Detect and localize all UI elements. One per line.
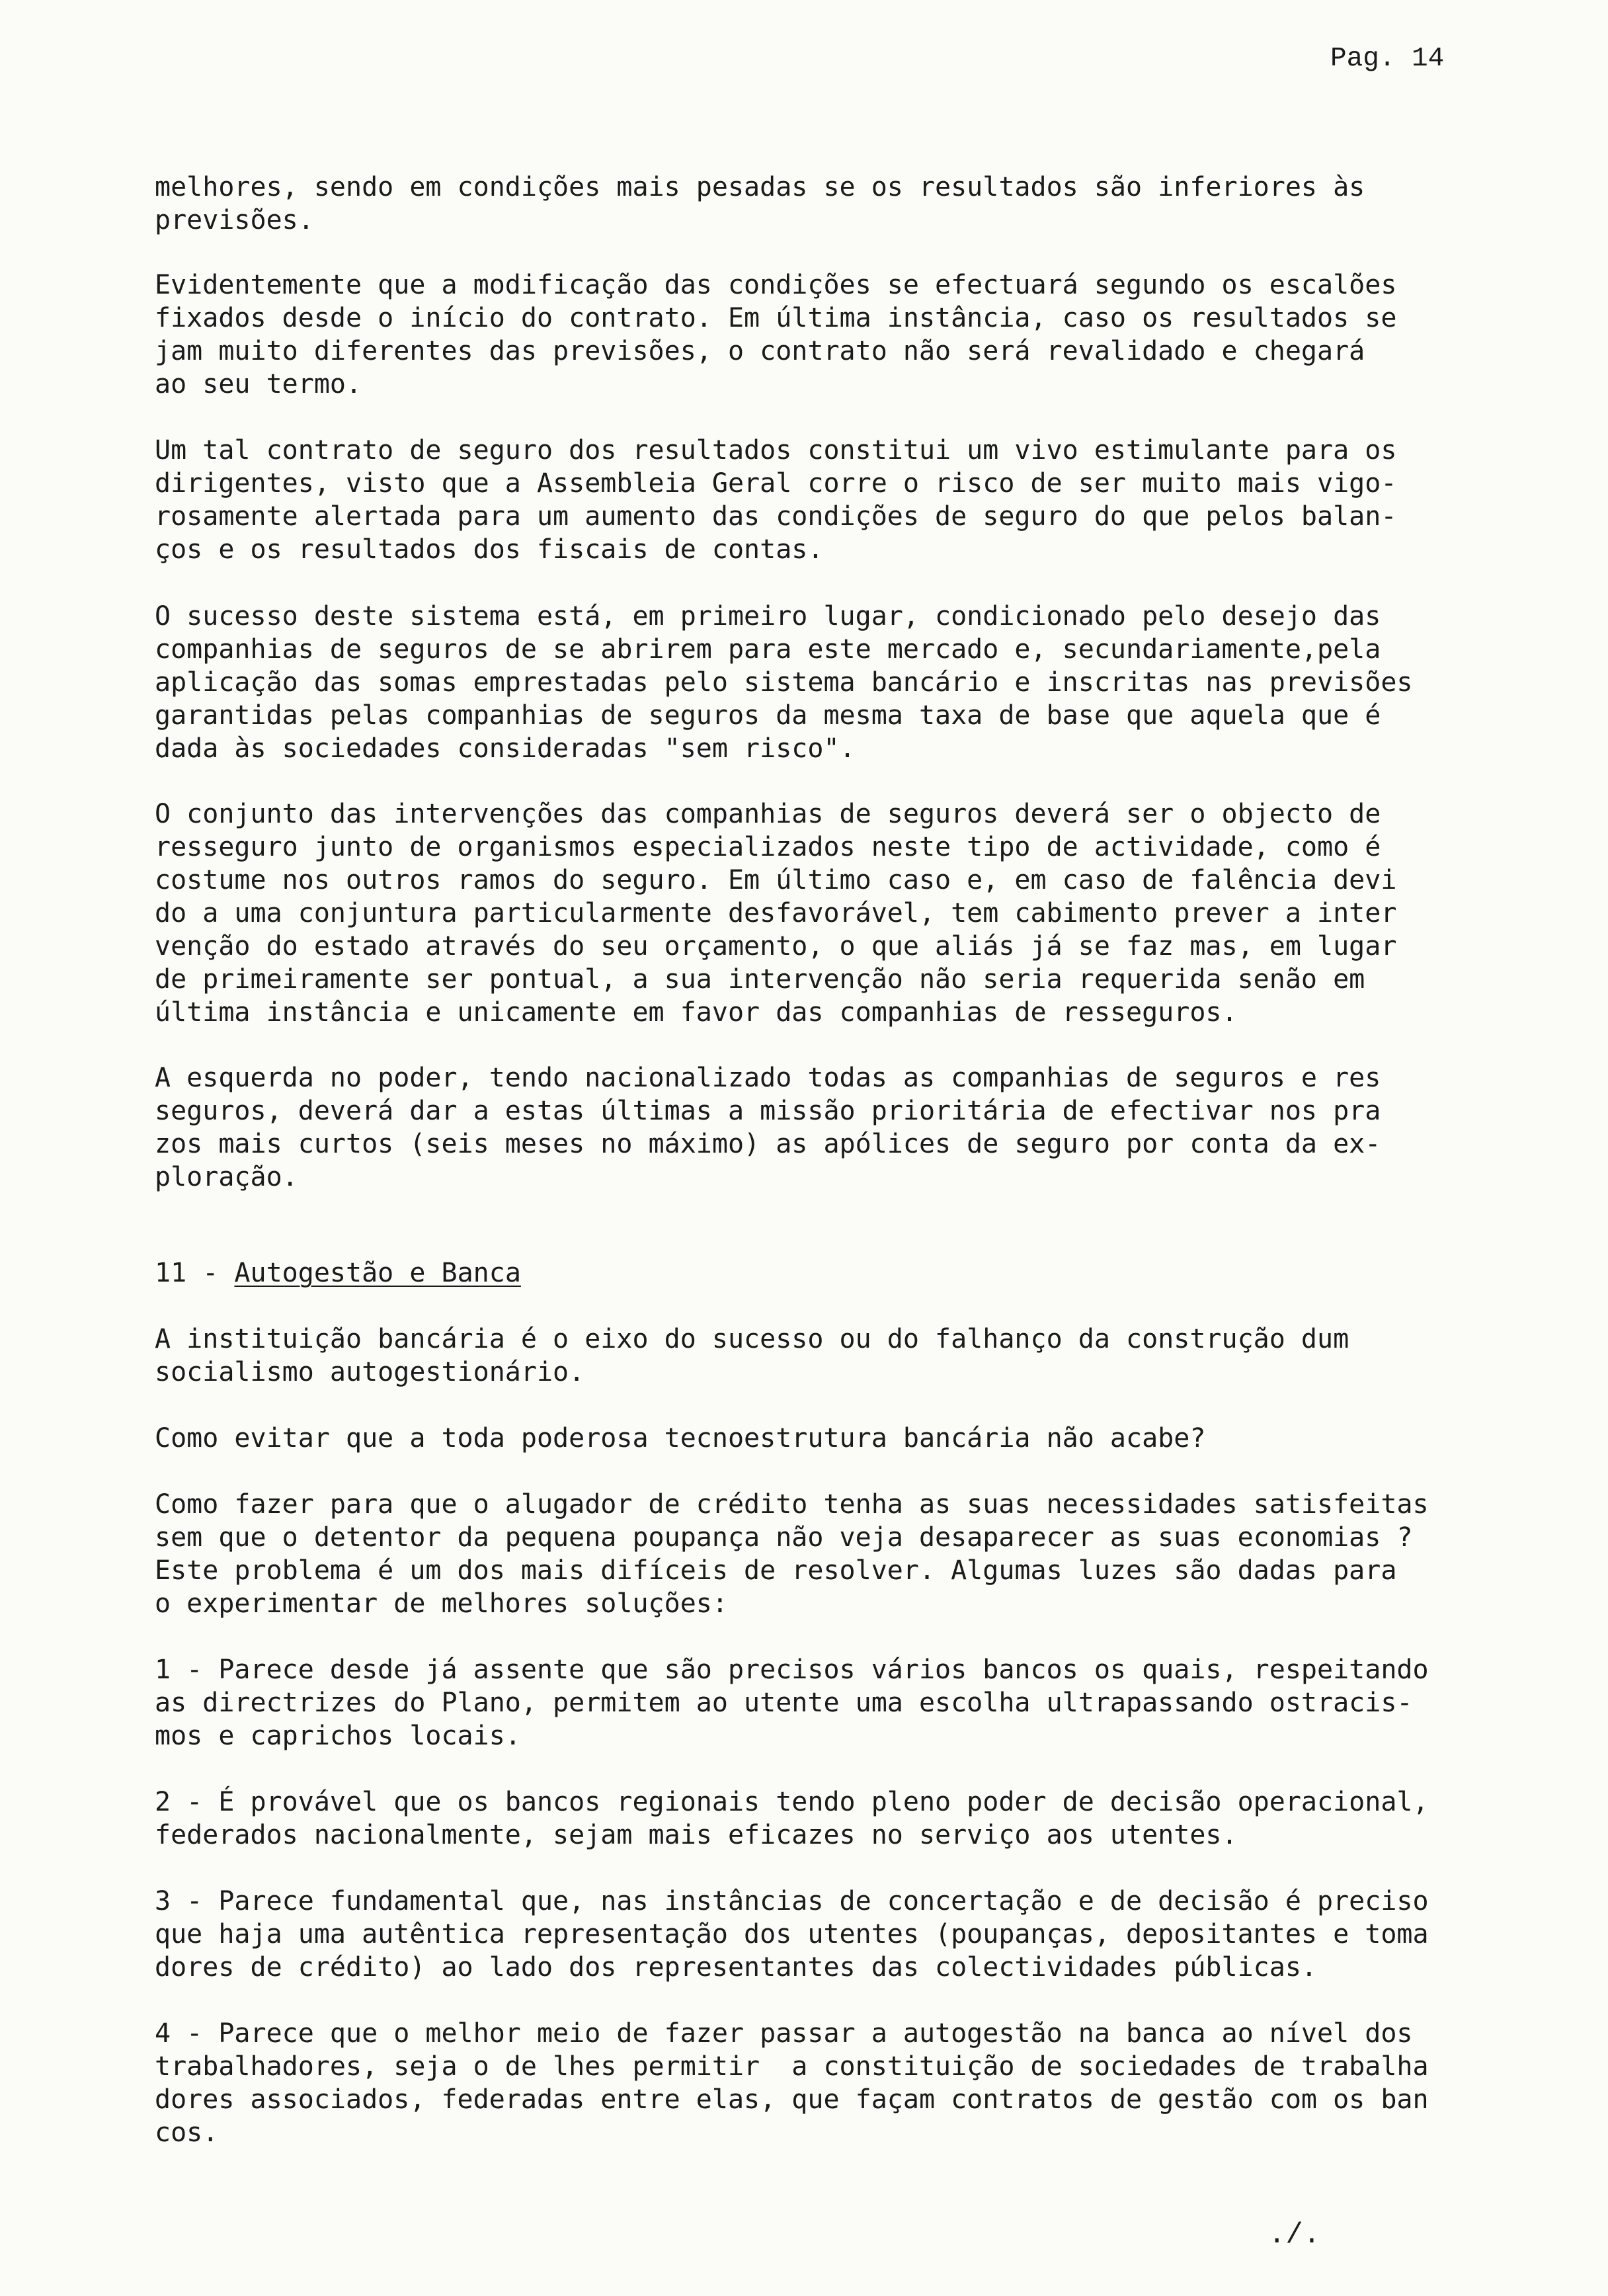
text-line: A instituição bancária é o eixo do sucesso ou do falhanço da construção dum (155, 1324, 1349, 1354)
text-line: federados nacionalmente, sejam mais eficazes no serviço aos utentes. (155, 1820, 1238, 1850)
section-heading (155, 1256, 521, 1290)
text-line: sem que o detentor da pequena poupança não veja desaparecer as suas economias ? (155, 1522, 1413, 1553)
text-line: que haja uma autêntica representação dos utentes (poupanças, depositantes e toma (155, 1919, 1429, 1949)
text-line: companhias de seguros de se abrirem para este mercado e, secundariamente,pela (155, 634, 1381, 665)
text-line: dores de crédito) ao lado dos representantes das colectividades públicas. (155, 1952, 1317, 1983)
text-line: melhores, sendo em condições mais pesadas se os resultados são inferiores às (155, 172, 1365, 202)
section-paragraph-3 (155, 1488, 1429, 1620)
section-title: Autogestão e Banca (234, 1258, 521, 1288)
text-line: Um tal contrato de seguro dos resultados constitui um vivo estimulante para os (155, 435, 1397, 466)
text-line: o experimentar de melhores soluções: (155, 1588, 728, 1619)
paragraph-3 (155, 434, 1396, 566)
list-item-2 (155, 1785, 1429, 1852)
text-line: jam muito diferentes das previsões, o contrato não será revalidado e chegará (155, 336, 1365, 366)
text-line: garantidas pelas companhias de seguros da mesma taxa de base que aquela que é (155, 700, 1381, 731)
section-paragraph-2 (155, 1422, 1205, 1455)
text-line: O sucesso deste sistema está, em primeiro lugar, condicionado pelo desejo das (155, 601, 1381, 632)
text-line: costume nos outros ramos do seguro. Em último caso e, em caso de falência devi (155, 865, 1397, 895)
text-line: ploração. (155, 1162, 298, 1192)
text-line: O conjunto das intervenções das companhias de seguros deverá ser o objecto de (155, 799, 1381, 829)
paragraph-1 (155, 171, 1365, 237)
text-line: dada às sociedades consideradas "sem risco". (155, 733, 856, 764)
text-line: de primeiramente ser pontual, a sua intervenção não seria requerida senão em (155, 964, 1365, 995)
text-line: do a uma conjuntura particularmente desfavorável, tem cabimento prever a inter (155, 898, 1397, 928)
text-line: 3 - Parece fundamental que, nas instâncias de concertação e de decisão é preciso (155, 1886, 1429, 1916)
paragraph-2 (155, 268, 1396, 401)
text-line: previsões. (155, 205, 314, 235)
text-line: Como fazer para que o alugador de crédito tenha as suas necessidades satisfeitas (155, 1489, 1429, 1520)
text-line: Evidentemente que a modificação das condições se efectuará segundo os escalões (155, 270, 1397, 300)
text-line: rosamente alertada para um aumento das condições de seguro do que pelos balan- (155, 501, 1397, 532)
text-line: 4 - Parece que o melhor meio de fazer passar a autogestão na banca ao nível dos (155, 2018, 1413, 2049)
continuation-mark: ./. (1268, 2219, 1321, 2252)
text-line: ao seu termo. (155, 369, 362, 399)
paragraph-5 (155, 798, 1396, 1029)
text-line: resseguro junto de organismos especializados neste tipo de actividade, como é (155, 832, 1381, 862)
text-line: 2 - É provável que os bancos regionais tendo pleno poder de decisão operacional, (155, 1787, 1429, 1817)
text-line: Como evitar que a toda poderosa tecnoestrutura bancária não acabe? (155, 1423, 1206, 1454)
paragraph-4 (155, 600, 1412, 765)
list-item-3 (155, 1885, 1429, 1984)
text-line: as directrizes do Plano, permitem ao utente uma escolha ultrapassando ostracis- (155, 1688, 1413, 1718)
text-line: 1 - Parece desde já assente que são precisos vários bancos os quais, respeitando (155, 1655, 1429, 1685)
paragraph-6 (155, 1061, 1381, 1194)
list-item-4 (155, 2017, 1429, 2149)
text-line: A esquerda no poder, tendo nacionalizado todas as companhias de seguros e res (155, 1063, 1381, 1093)
section-number: 11 - (155, 1258, 235, 1288)
page-number: Pag. 14 (1330, 44, 1445, 74)
text-line: ços e os resultados dos fiscais de contas. (155, 534, 824, 565)
section-paragraph-1 (155, 1323, 1349, 1389)
text-line: fixados desde o início do contrato. Em última instância, caso os resultados se (155, 303, 1397, 333)
text-line: cos. (155, 2117, 219, 2148)
text-line: aplicação das somas emprestadas pelo sistema bancário e inscritas nas previsões (155, 667, 1413, 698)
text-line: seguros, deverá dar a estas últimas a missão prioritária de efectivar nos pra (155, 1096, 1381, 1126)
text-line: dirigentes, visto que a Assembleia Geral corre o risco de ser muito mais vigo- (155, 468, 1397, 499)
text-line: dores associados, federadas entre elas, que façam contratos de gestão com os ban (155, 2084, 1429, 2115)
text-line: trabalhadores, seja o de lhes permitir a constituição de sociedades de trabalha (155, 2051, 1429, 2082)
list-item-1 (155, 1653, 1429, 1752)
text-line: venção do estado através do seu orçamento, o que aliás já se faz mas, em lugar (155, 931, 1397, 962)
text-line: zos mais curtos (seis meses no máximo) as apólices de seguro por conta da ex- (155, 1129, 1381, 1159)
text-line: mos e caprichos locais. (155, 1721, 521, 1751)
text-line: Este problema é um dos mais difíceis de resolver. Algumas luzes são dadas para (155, 1555, 1397, 1586)
text-line: socialismo autogestionário. (155, 1357, 585, 1387)
text-line: última instância e unicamente em favor das companhias de resseguros. (155, 997, 1238, 1028)
